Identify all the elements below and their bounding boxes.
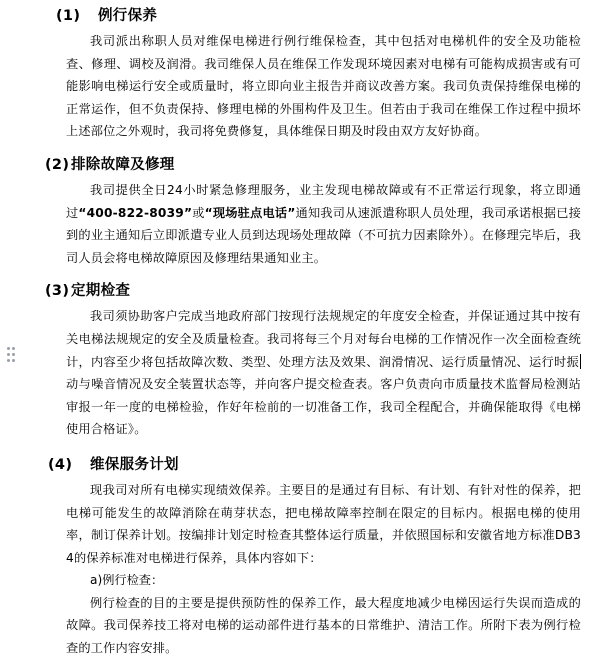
section-heading xyxy=(48,455,581,475)
section-heading xyxy=(45,155,581,175)
heading-number: (1) xyxy=(56,8,81,24)
section-paragraph: 我司派出称职人员对维保电梯进行例行维保检查，其中包括对电梯机件的安全及功能检查、修理、调校及润滑。我司维保人员在维保工作发现环境因素对电梯有可能构成损害或有可能影响电梯运行安全或质量时，将立即向业主报告并商议改善方案。我司负责保持维保电梯的正常运作，但不负责保持、修理电梯的外围构件及卫生。但若由于我司在维保工作过程中损坏上述部位之外观时，我司将免费修复，具体维保日期及时段由双方友好协商。 xyxy=(66,34,581,139)
paragraph-text: 我司须协助客户完成当地政府部门按现行法规规定的年度安全检查，并保证通过其中按有关电梯法规规定的安全及质量检查。我司将每三个月对每台电梯的工作情况作一次全面检查统计，内容至少将包括故障次数、类型、处理方法及效果、润滑情况、运行质量情况、运行时振 xyxy=(66,309,581,369)
document-body xyxy=(45,6,581,660)
section-heading xyxy=(45,281,581,301)
section-periodic-inspection xyxy=(45,281,581,441)
section-paragraph: 现我司对所有电梯实现绩效保养。主要目的是通过有目标、有计划、有针对性的保养，把电梯可能发生的故障消除在萌芽状态，把电梯故障率控制在限定的目标内。根据电梯的使用率，制订保养计划。按编排计划定时检查其整体运行质量，并依照国标和安徽省地方标准DB34的保养标准对电梯进行保养，具体内容如下： xyxy=(66,482,581,565)
section-heading xyxy=(56,6,581,26)
subitem-label: a)例行检查： xyxy=(90,573,164,588)
paragraph-text: 或 xyxy=(192,205,205,220)
paragraph-text: 我司提供全日24小时紧急修理服务，业主发现电梯故障或有不正常运行现象，将立即通过 xyxy=(66,182,581,220)
section-routine-maintenance xyxy=(56,6,581,143)
drag-handle-icon[interactable] xyxy=(7,347,15,363)
section-paragraph[interactable] xyxy=(66,305,581,441)
paragraph-text: 动与噪音情况及安全装置状态等，并向客户提交检查表。客户负责向市质量技术监督局检测站审报一年一度的电梯检验，作好年检前的一切准备工作，我司全程配合，并确保能取得《电梯使用合格证》。 xyxy=(66,377,581,437)
subitem-paragraph: 例行检查的目的主要是提供预防性的保养工作，最大程度地减少电梯因运行失误而造成的故障。我司保养技工将对电梯的运动部件进行基本的日常维护、清洁工作。所附下表为例行检查的工作内容安排。 xyxy=(66,595,581,656)
section-paragraph xyxy=(66,179,581,269)
paragraph-text: 通知我司从速派遣称职人员处理，我司承诺根据已接到的业主通知后立即派遣专业人员到达现场处理故障（不可抗力因素除外）。在修理完毕后，我司人员会将电梯故障原因及修理结果通知业主。 xyxy=(66,205,581,265)
heading-title: 维保服务计划 xyxy=(90,456,179,473)
section-troubleshooting-repair xyxy=(45,155,581,269)
heading-title: 定期检查 xyxy=(71,283,131,300)
section-service-plan xyxy=(48,455,581,660)
onsite-phone-label: “现场驻点电话” xyxy=(204,205,296,220)
heading-number: (3) xyxy=(45,283,70,300)
hotline-number: “400-822-8039” xyxy=(78,205,193,220)
heading-title: 例行保养 xyxy=(98,8,158,24)
heading-number: (2) xyxy=(45,156,70,173)
heading-title: 排除故障及修理 xyxy=(71,156,175,173)
text-cursor xyxy=(580,354,581,369)
heading-number: (4) xyxy=(48,456,73,473)
